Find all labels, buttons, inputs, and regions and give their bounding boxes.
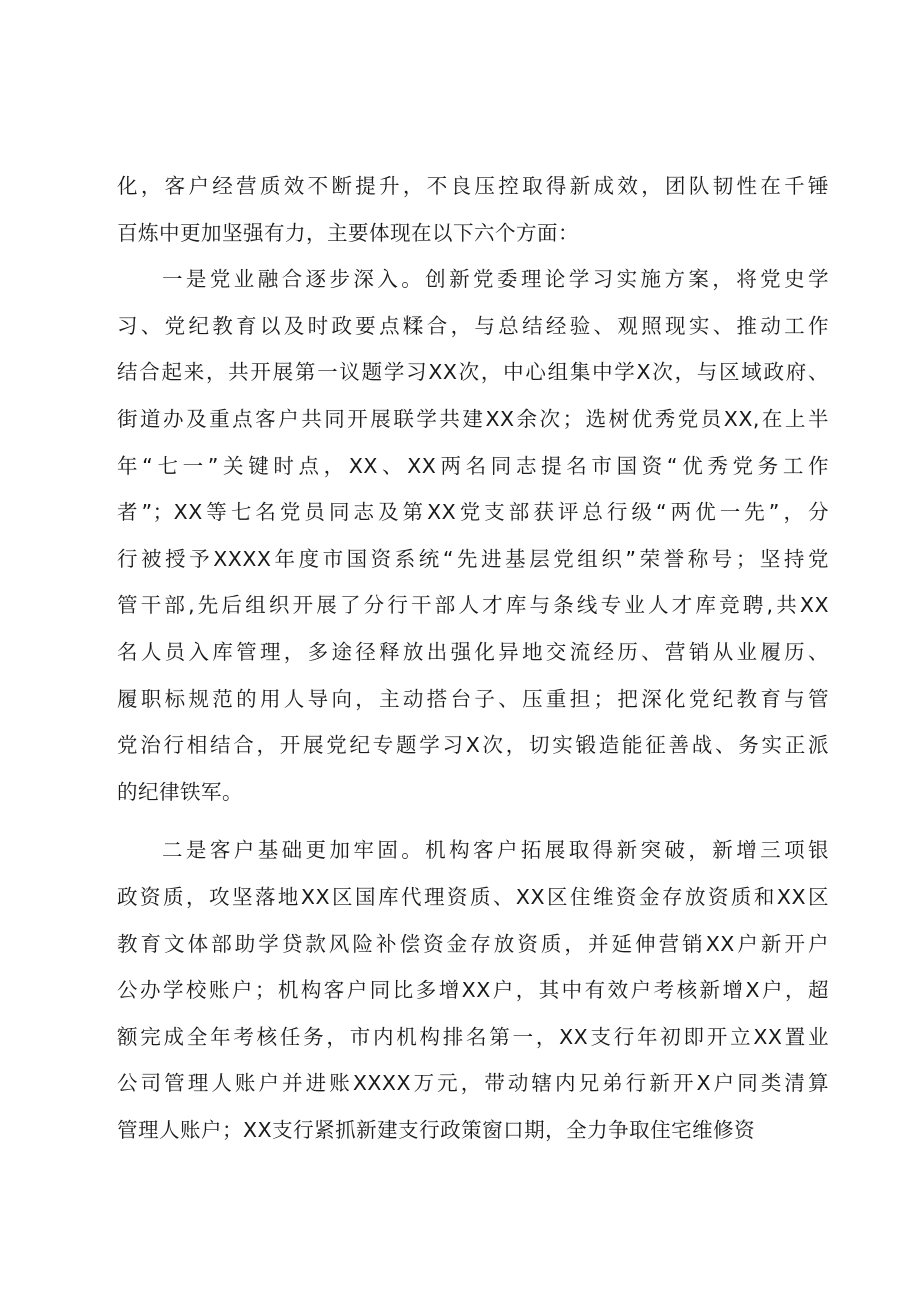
- text-line: 管干部,先后组织开展了分行干部人才库与条线专业人才库竞聘,共XX: [117, 593, 829, 618]
- text-line: 教育文体部助学贷款风险补偿资金存放资质，并延伸营销XX户新开户: [117, 931, 829, 956]
- paragraph-spacing: [117, 815, 829, 827]
- text-line: 结合起来，共开展第一议题学习XX次，中心组集中学X次，与区域政府、: [117, 360, 829, 385]
- text-line: 额完成全年考核任务，市内机构排名第一，XX支行年初即开立XX置业: [117, 1024, 829, 1049]
- text-line: 习、党纪教育以及时政要点糅合，与总结经验、观照现实、推动工作: [117, 313, 829, 338]
- text-line: 公司管理人账户并进账XXXX万元，带动辖内兄弟行新开X户同类清算: [117, 1071, 829, 1096]
- paragraph: [117, 256, 829, 815]
- text-line: 管理人账户；XX支行紧抓新建支行政策窗口期，全力争取住宅维修资: [117, 1117, 756, 1142]
- text-line: 街道办及重点客户共同开展联学共建XX余次；选树优秀党员XX,在上半: [117, 406, 829, 431]
- text-line: 党治行相结合，开展党纪专题学习X次，切实锻造能征善战、务实正派: [117, 733, 829, 758]
- text-line: 百炼中更加坚强有力，主要体现在以下六个方面：: [117, 220, 579, 245]
- text-line: 履职标规范的用人导向，主动搭台子、压重担；把深化党纪教育与管: [117, 686, 829, 711]
- text-line: 公办学校账户；机构客户同比多增XX户，其中有效户考核新增X户，超: [117, 978, 829, 1003]
- document-body: [117, 163, 829, 1153]
- text-line: 二是客户基础更加牢固。机构客户拓展取得新突破，新增三项银: [162, 838, 829, 863]
- text-line: 名人员入库管理，多途径释放出强化异地交流经历、营销从业履历、: [117, 639, 829, 664]
- text-line: 者”；XX等七名党员同志及第XX党支部获评总行级“两优一先”，分: [117, 500, 829, 525]
- text-line: 一是党业融合逐步深入。创新党委理论学习实施方案，将党史学: [162, 267, 829, 292]
- text-line: 年“七一”关键时点，XX、XX两名同志提名市国资“优秀党务工作: [117, 453, 829, 478]
- text-line: 的纪律铁军。: [117, 779, 243, 804]
- text-line: 行被授予XXXX年度市国资系统“先进基层党组织”荣誉称号；坚持党: [117, 546, 829, 571]
- text-line: 化，客户经营质效不断提升，不良压控取得新成效，团队韧性在千锤: [117, 174, 829, 198]
- paragraph: [117, 163, 829, 256]
- text-line: 政资质，攻坚落地XX区国库代理资质、XX区住维资金存放资质和XX区: [117, 884, 829, 909]
- paragraph: [117, 827, 829, 1153]
